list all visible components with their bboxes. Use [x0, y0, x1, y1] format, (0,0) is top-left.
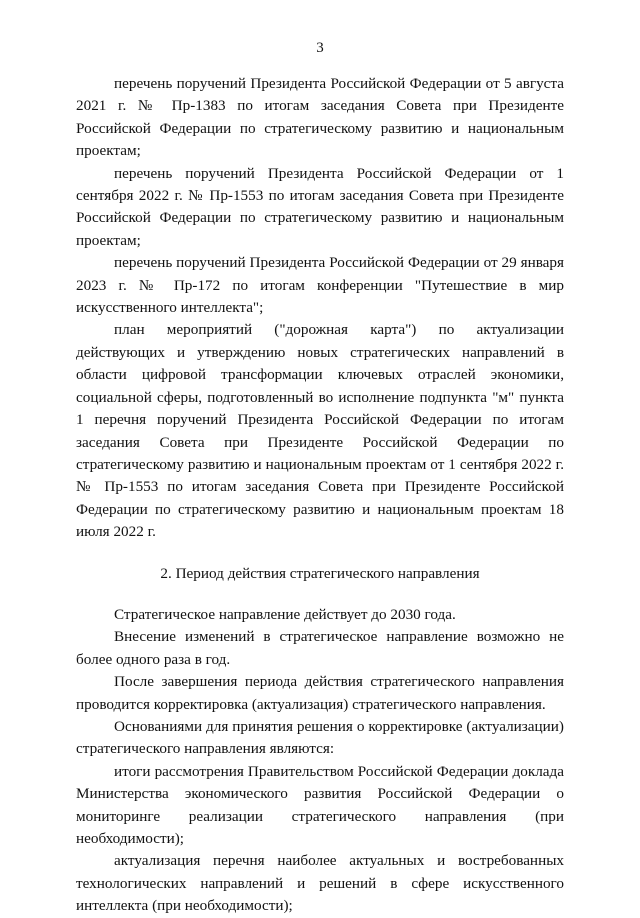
paragraph-post-period-correction: После завершения периода действия стратегического направления проводится корректировка (актуализация) стратегического направления. — [76, 673, 564, 713]
document-body — [76, 73, 564, 918]
paragraph-validity-period: Стратегическое направление действует до 2030 года. — [114, 605, 456, 623]
paragraph-amendment-frequency: Внесение изменений в стратегическое направление возможно не более одного раза в год. — [76, 628, 564, 668]
paragraph-instruction-list-2021: перечень поручений Президента Российской Федерации от 5 августа 2021 г. № Пр-1383 по итогам заседания Совета при Президенте Российской Федерации по стратегическому развитию и национальным проектам; — [76, 75, 564, 160]
page-number: 3 — [316, 40, 324, 56]
paragraph-instruction-list-2023: перечень поручений Президента Российской Федерации от 29 января 2023 г. № Пр-172 по итогам конференции "Путешествие в мир искусственного интеллекта"; — [76, 254, 564, 317]
paragraph-government-review: итоги рассмотрения Правительством Российской Федерации доклада Министерства экономического развития Российской Федерации о мониторинге реализации стратегического направления (при необходимости); — [76, 762, 564, 847]
paragraph-instruction-list-2022: перечень поручений Президента Российской Федерации от 1 сентября 2022 г. № Пр-1553 по итогам заседания Совета при Президенте Российской Федерации по стратегическому развитию и национальным проектам; — [76, 164, 564, 249]
paragraph-roadmap-plan: план мероприятий ("дорожная карта") по актуализации действующих и утверждению новых стратегических направлений в области цифровой трансформации ключевых отраслей экономики, социальной сферы, подготовленный во исполнение подпункта "м" пункта 1 перечня поручений Президента Российской Федерации по итогам заседания Совета при Президенте Российской Федерации по стратегическому развитию и национальным проектам от 1 сентября 2022 г. № Пр-1553 по итогам заседания Совета при Президенте Российской Федерации по стратегическому развитию и национальным проектам 18 июля 2022 г. — [76, 321, 564, 541]
paragraph-technology-list-update: актуализация перечня наиболее актуальных и востребованных технологических направлений и решений в сфере искусственного интеллекта (при необходимости); — [76, 852, 564, 915]
section-heading: 2. Период действия стратегического направления — [160, 564, 480, 582]
paragraph-correction-grounds: Основаниями для принятия решения о корректировке (актуализации) стратегического направления являются: — [76, 717, 564, 758]
